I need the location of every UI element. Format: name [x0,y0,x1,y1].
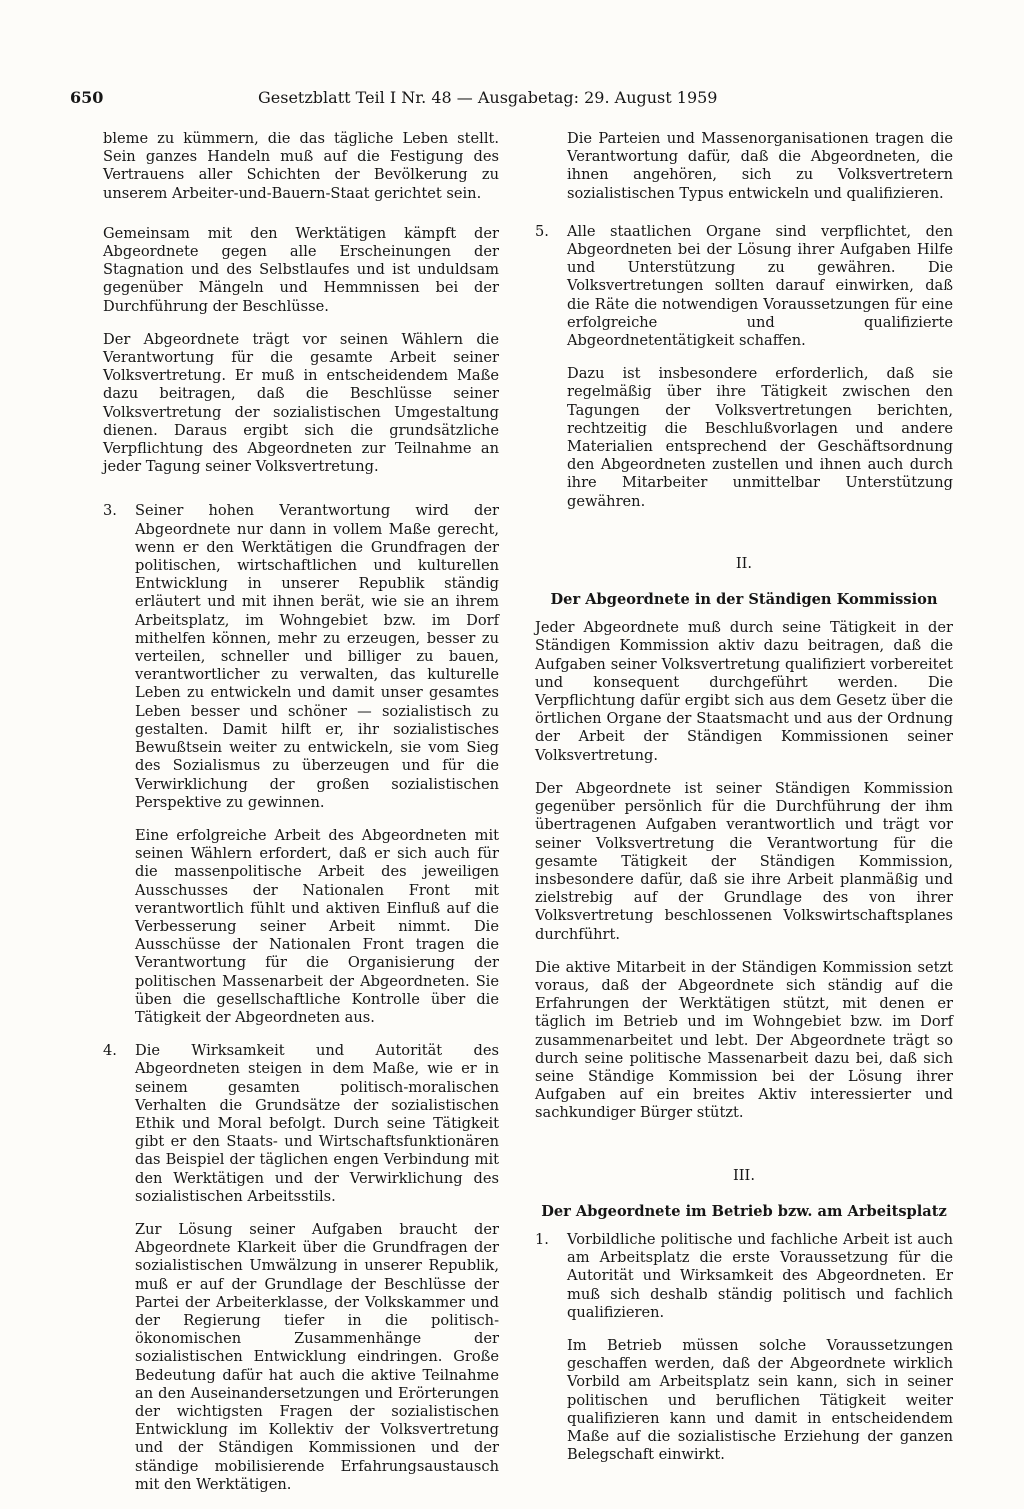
paragraph: Eine erfolgreiche Arbeit des Abgeordneten mit seinen Wählern erfordert, daß er sich auch für die massenpolitische Arbeit des jeweiligen Ausschusses der Nationalen Front mit verantwortlich fühlt und aktiven Einfluß auf die Verbesserung seiner Arbeit nimmt. Die Ausschüsse der Nationalen Front tragen die Verantwortung für die Organisierung der politischen Massenarbeit der Abgeordneten. Sie üben die gesellschaftliche Kontrolle über die Tätigkeit der Abgeordneten aus. [135,826,499,1026]
section-heading: Der Abgeordnete im Betrieb bzw. am Arbeitsplatz [541,1202,947,1220]
paragraph: Die Parteien und Massenorganisationen tragen die Verantwortung dafür, daß die Abgeordneten, die ihnen angehören, sich zu Volksvertretern sozialistischen Typus entwickeln und qualifizieren. [567,130,953,202]
paragraph: Jeder Abgeordnete muß durch seine Tätigkeit in der Ständigen Kommission aktiv dazu beitragen, daß die Aufgaben seiner Volksvertretung qualifiziert vorbereitet und konsequent durchgeführt werden. Die Verpflichtung dafür ergibt sich aus dem Gesetz über die örtlichen Organe der Staatsmacht und aus der Ordnung der Arbeit der Ständigen Kommissionen seiner Volksvertretung. [535,619,953,764]
section-heading: Der Abgeordnete in der Ständigen Kommission [550,591,938,609]
paragraph: Der Abgeordnete trägt vor seinen Wählern die Verantwortung für die gesamte Arbeit seiner Volksvertretung. Er muß in entscheidendem Maße dazu beitragen, daß die Beschlüsse seiner Volksvertretung der sozialistischen Umgestaltung dienen. Daraus ergibt sich die grundsätzliche Verpflichtung des Abgeordneten zur Teilnahme an jeder Tagung seiner Volksvertretung. [103,330,499,476]
right-column [535,130,953,1479]
list-item-1 [535,1231,953,1322]
list-item-number: 4. [103,1042,117,1060]
list-item-number: 3. [103,502,117,520]
paragraph: Zur Lösung seiner Aufgaben braucht der Abgeordnete Klarkeit über die Grundfragen der sozialistischen Umwälzung in unserer Republik, muß er auf der Grundlage der Beschlüsse der Partei der Arbeiterklasse, der Volkskammer und der Regierung tiefer in die politisch-ökonomischen Zusammenhänge der sozialistischen Entwicklung eindringen. Große Bedeutung dafür hat auch die aktive Teilnahme an den Auseinandersetzungen und Erörterungen der wichtigsten Fragen der sozialistischen Entwicklung im Kollektiv der Volksvertretung und der Ständigen Kommissionen und der ständige mobilisierende Erfahrungsaustausch mit den Werktätigen. [135,1220,499,1493]
page-number: 650 [70,88,104,107]
paragraph: Die aktive Mitarbeit in der Ständigen Kommission setzt voraus, daß der Abgeordnete sich ständig auf die Erfahrungen der Werktätigen stützt, mit denen er täglich im Betrieb und im Wohngebiet bzw. im Dorf zusammenarbeitet und lebt. Der Abgeordnete trägt so durch seine politische Massenarbeit dazu bei, daß sich seine Ständige Kommission bei der Lösung ihrer Aufgaben auf ein breites Aktiv interessierter und sachkundiger Bürger stützt. [535,958,953,1122]
paragraph: bleme zu kümmern, die das tägliche Leben stellt. Sein ganzes Handeln muß auf die Festigung des Vertrauens aller Schichten der Bevölkerung zu unserem Arbeiter-und-Bauern-Staat gerichtet sein. [103,130,499,202]
list-item-text: Alle staatlichen Organe sind verpflichtet, den Abgeordneten bei der Lösung ihrer Aufgaben Hilfe und Unterstützung zu gewähren. Die Volksvertretungen sollten darauf einwirken, daß die Räte die notwendigen Voraussetzungen für eine erfolgreiche und qualifizierte Abgeordnetentätigkeit schaffen. [567,222,953,350]
list-item-number: 5. [535,222,549,240]
page-header [70,88,770,112]
paragraph: Dazu ist insbesondere erforderlich, daß sie regelmäßig über ihre Tätigkeit zwischen den Tagungen der Volksvertretungen berichten, rechtzeitig die Beschlußvorlagen und andere Materialien entsprechend der Geschäftsordnung den Abgeordneten zustellen und ihnen auch durch ihre Mitarbeiter unmittelbar Unterstützung gewähren. [567,365,953,510]
list-item-3 [103,502,499,811]
page-header-title: Gesetzblatt Teil I Nr. 48 — Ausgabetag: 29. August 1959 [258,88,718,107]
list-item-text: Seiner hohen Verantwortung wird der Abgeordnete nur dann in vollem Maße gerecht, wenn er den Werktätigen die Grundfragen der politischen, wirtschaftlichen und kulturellen Entwicklung in unserer Republik ständig erläutert und mit ihnen berät, wie sie an ihrem Arbeitsplatz, im Wohngebiet bzw. im Dorf mithelfen können, mehr zu erzeugen, besser zu verteilen, schneller und billiger zu bauen, verantwortlicher zu verwalten, das kulturelle Leben zu entwickeln und damit unser gesamtes Leben besser und schöner — sozialistisch zu gestalten. Damit hilft er, ihr sozialistisches Bewußtsein weiter zu entwickeln, sie vom Sieg des Sozialismus zu überzeugen und für die Verwirklichung der großen sozialistischen Perspektive zu gewinnen. [135,502,499,811]
paragraph: Gemeinsam mit den Werktätigen kämpft der Abgeordnete gegen alle Erscheinungen der Stagnation und des Selbstlaufes und ist unduldsam gegenüber Mängeln und Hemmnissen bei der Durchführung der Beschlüsse. [103,224,499,315]
left-column [103,130,499,1509]
list-item-4 [103,1042,499,1206]
paragraph: Der Abgeordnete ist seiner Ständigen Kommission gegenüber persönlich für die Durchführung der ihm übertragenen Aufgaben verantwortlich und trägt vor seiner Volksvertretung die Verantwortung für die gesamte Tätigkeit der Ständigen Kommission, insbesondere dafür, daß sie ihre Arbeit planmäßig und zielstrebig auf der Grundlage des von ihrer Volksvertretung beschlossenen Volkswirtschaftsplanes durchführt. [535,779,953,943]
list-item-5 [535,223,953,350]
section-number: III. [733,1166,755,1184]
paragraph: Im Betrieb müssen solche Voraussetzungen geschaffen werden, daß der Abgeordnete wirklich Vorbild am Arbeitsplatz sein kann, sich in seiner politischen und beruflichen Tätigkeit weiter qualifizieren kann und damit in entscheidendem Maße auf die sozialistische Erziehung der ganzen Belegschaft einwirkt. [567,1336,953,1464]
list-item-text: Vorbildliche politische und fachliche Arbeit ist auch am Arbeitsplatz die erste Voraussetzung für die Autorität und Wirksamkeit des Abgeordneten. Er muß sich deshalb ständig politisch und fachlich qualifizieren. [567,1230,953,1321]
list-item-number: 1. [535,1230,549,1248]
section-number: II. [735,554,753,572]
list-item-text: Die Wirksamkeit und Autorität des Abgeordneten steigen in dem Maße, wie er in seinem gesamten politisch-moralischen Verhalten die Grundsätze der sozialistischen Ethik und Moral befolgt. Durch seine Tätigkeit gibt er den Staats- und Wirtschaftsfunktionären das Beispiel der täglichen engen Verbindung mit den Werktätigen und der Verwirklichung des sozialistischen Arbeitsstils. [135,1042,499,1205]
